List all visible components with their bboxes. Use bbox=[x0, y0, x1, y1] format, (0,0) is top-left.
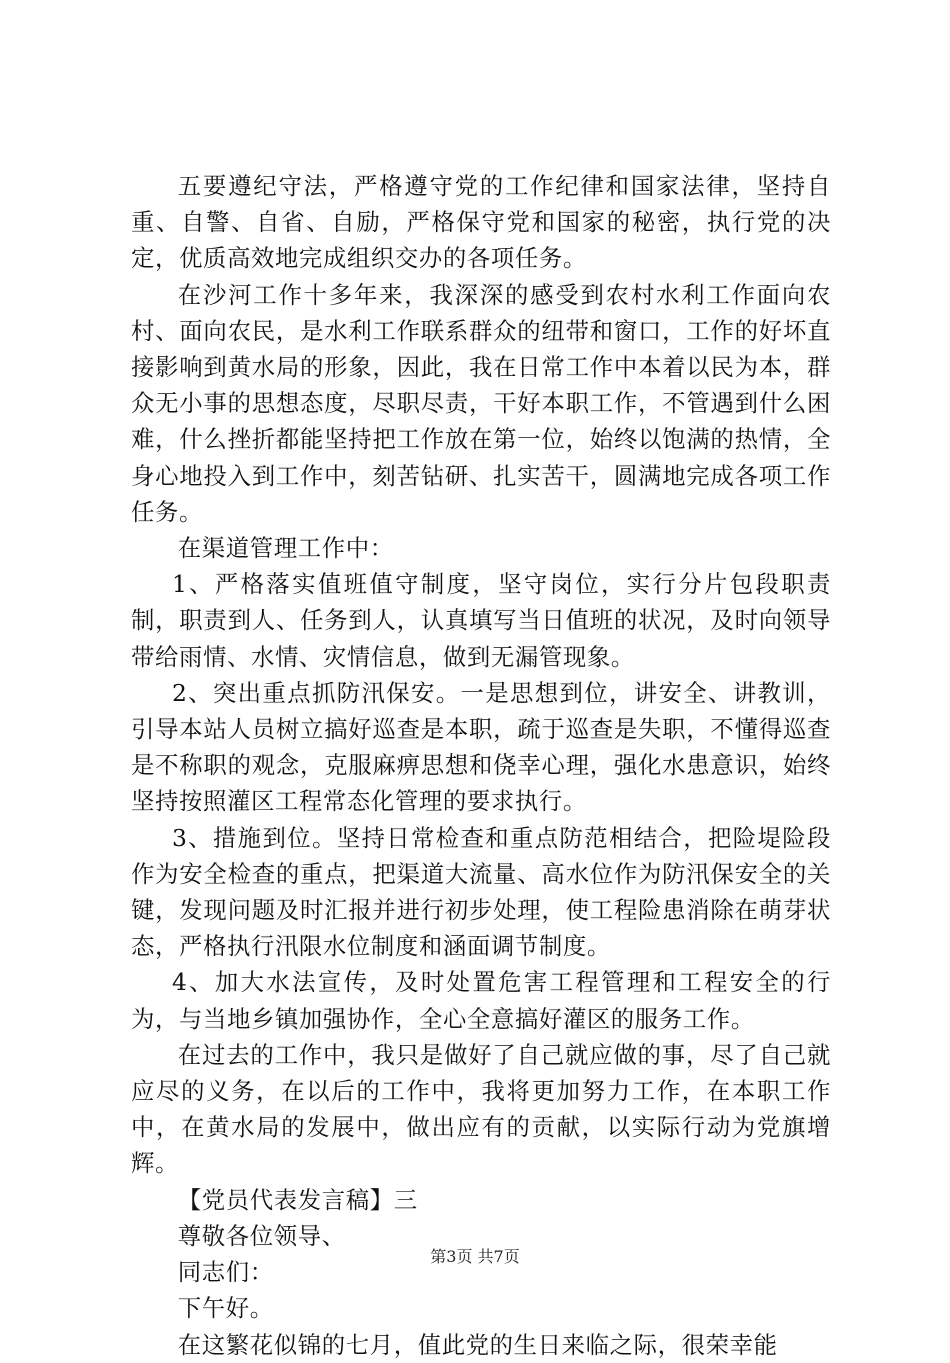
paragraph-item-4: 4、加大水法宣传，及时处置危害工程管理和工程安全的行为，与当地乡镇加强协作，全心全意搞好灌区的服务工作。 bbox=[131, 968, 831, 1033]
paragraph-item-2: 2、突出重点抓防汛保安。一是思想到位，讲安全、讲教训，引导本站人员树立搞好巡查是本职，疏于巡查是失职，不懂得巡查是不称职的观念，克服麻痹思想和侥幸心理，强化水患意识，始终坚持按照灌区工程常态化管理的要求执行。 bbox=[131, 678, 831, 816]
paragraph-item-3: 3、措施到位。坚持日常检查和重点防范相结合，把险堤险段作为安全检查的重点，把渠道大流量、高水位作为防汛保安全的关键，发现问题及时汇报并进行初步处理，使工程险患消除在萌芽状态，严格执行汛限水位制度和涵面调节制度。 bbox=[131, 823, 831, 961]
salutation-leaders: 尊敬各位领导、 bbox=[177, 1221, 346, 1250]
paragraph-opening: 在这繁花似锦的七月，值此党的生日来临之际，很荣幸能 bbox=[177, 1330, 778, 1359]
paragraph-channel-intro: 在渠道管理工作中： bbox=[177, 534, 394, 563]
paragraph-shahe-work: 在沙河工作十多年来，我深深的感受到农村水利工作面向农村、面向农民，是水利工作联系群众的纽带和窗口，工作的好坏直接影响到黄水局的形象，因此，我在日常工作中本着以民为本，群众无小事的思想态度，尽职尽责，干好本职工作，不管遇到什么困难，什么挫折都能坚持把工作放在第一位，始终以饱满的热情，全身心地投入到工作中，刻苦钻研、扎实苦干，圆满地完成各项工作任务。 bbox=[131, 280, 831, 526]
salutation-comrades: 同志们： bbox=[177, 1258, 274, 1287]
greeting: 下午好。 bbox=[177, 1294, 274, 1323]
paragraph-item-1: 1、严格落实值班值守制度，坚守岗位，实行分片包段职责制，职责到人、任务到人，认真填写当日值班的状况，及时向领导带给雨情、水情、灾情信息，做到无漏管现象。 bbox=[131, 570, 831, 671]
document-body bbox=[131, 168, 831, 1363]
section-heading: 【党员代表发言稿】三 bbox=[177, 1185, 418, 1214]
paragraph-discipline: 五要遵纪守法，严格遵守党的工作纪律和国家法律，坚持自重、自警、自省、自励，严格保守党和国家的秘密，执行党的决定，优质高效地完成组织交办的各项任务。 bbox=[131, 172, 831, 273]
page-number-footer: 第3页 共7页 bbox=[430, 1247, 520, 1266]
paragraph-conclusion: 在过去的工作中，我只是做好了自己就应做的事，尽了自己就应尽的义务，在以后的工作中，我将更加努力工作，在本职工作中，在黄水局的发展中，做出应有的贡献，以实际行动为党旗增辉。 bbox=[131, 1040, 831, 1178]
